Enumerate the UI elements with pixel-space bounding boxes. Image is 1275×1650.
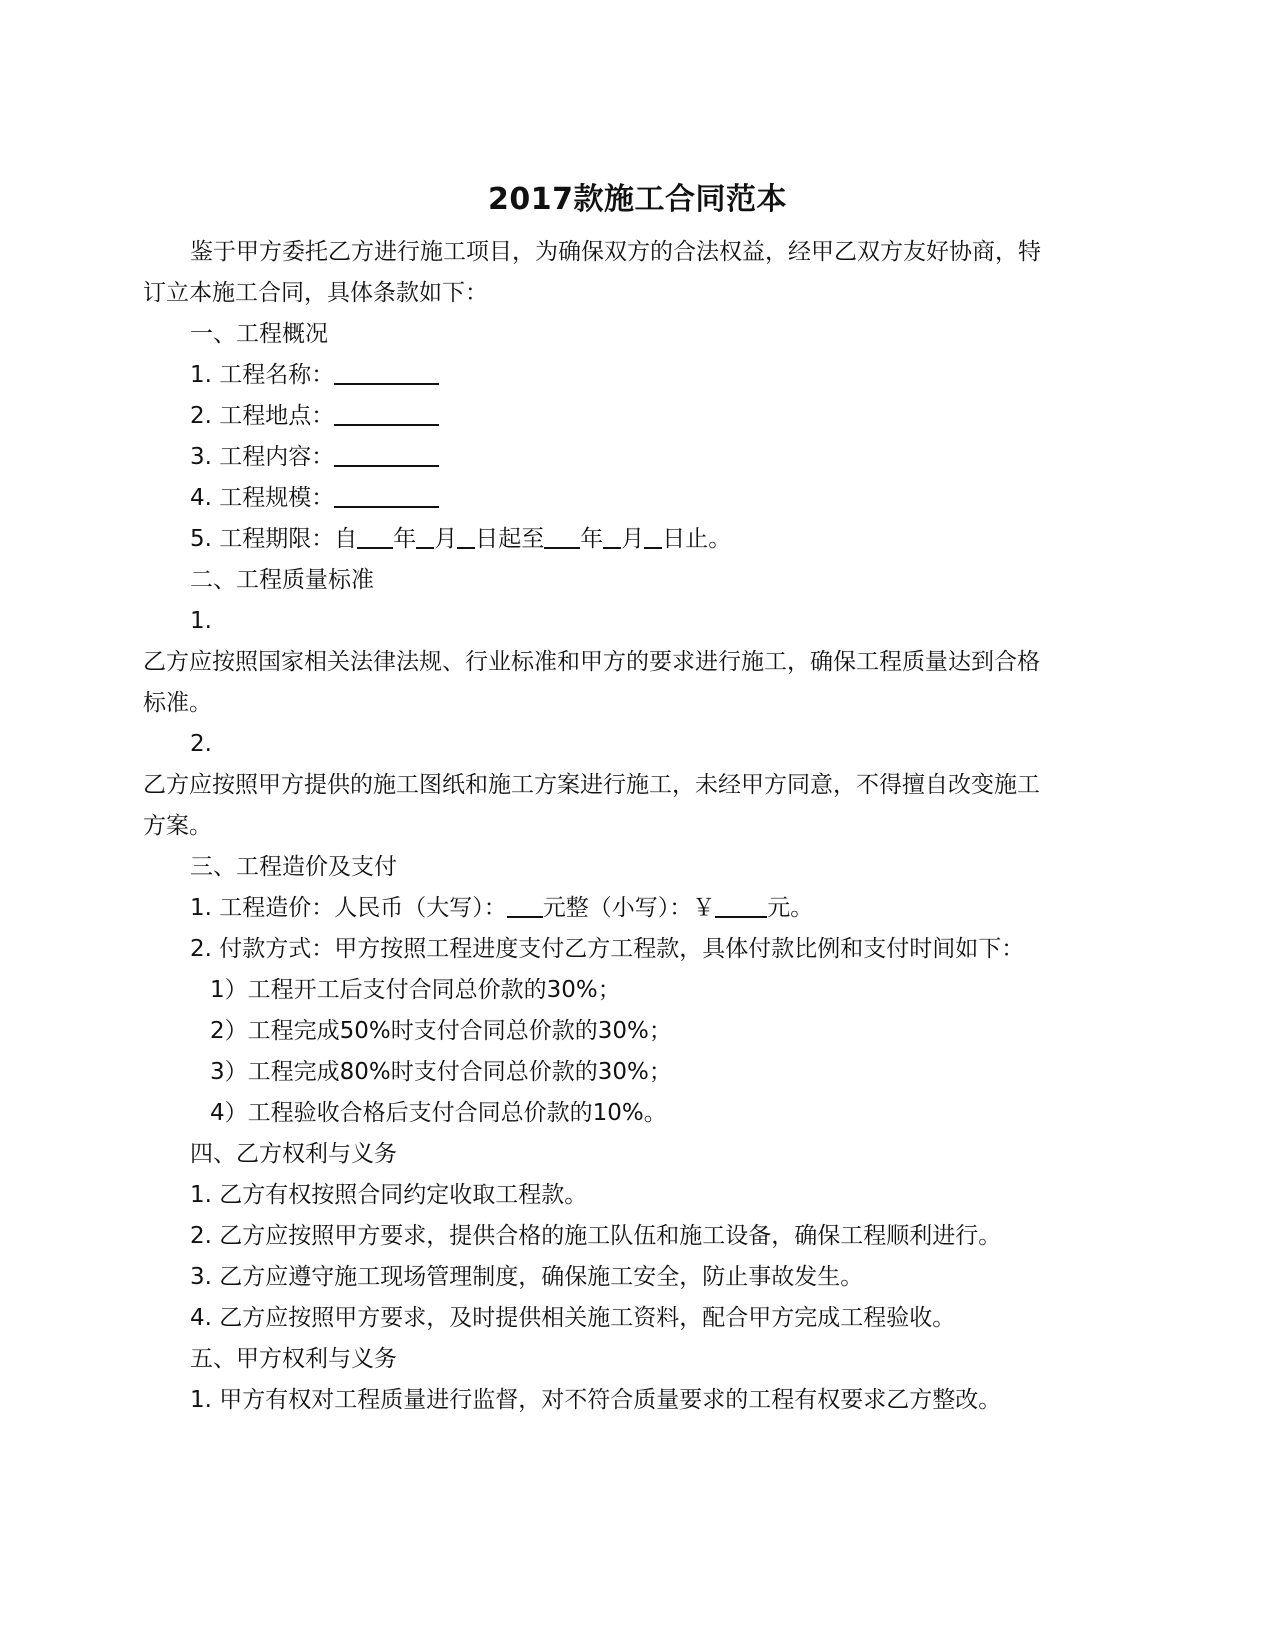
project-scale-field[interactable] bbox=[143, 478, 1083, 519]
field-label: 1. 工程造价：人民币（大写）： bbox=[190, 895, 507, 921]
year-label: 年 bbox=[580, 526, 604, 552]
party-b-clause: 4. 乙方应按照甲方要求，及时提供相关施工资料，配合甲方完成工程验收。 bbox=[190, 1305, 956, 1331]
project-location-field[interactable] bbox=[143, 396, 1083, 437]
quality-item-text: 方案。 bbox=[143, 813, 212, 839]
quality-item-text: 乙方应按照国家相关法律法规、行业标准和甲方的要求进行施工，确保工程质量达到合格 bbox=[143, 649, 1040, 675]
project-content-field[interactable] bbox=[143, 437, 1083, 478]
quality-item-text: 乙方应按照甲方提供的施工图纸和施工方案进行施工，未经甲方同意，不得擅自改变施工 bbox=[143, 772, 1040, 798]
blank-line bbox=[357, 525, 393, 549]
blank-line bbox=[544, 525, 580, 549]
field-label: 1. 工程名称： bbox=[190, 362, 335, 388]
blank-line bbox=[603, 525, 621, 549]
document-body bbox=[143, 232, 1083, 1421]
party-b-clause: 1. 乙方有权按照合同约定收取工程款。 bbox=[190, 1182, 588, 1208]
field-label: 元。 bbox=[767, 895, 814, 921]
field-label: 5. 工程期限：自 bbox=[190, 526, 358, 552]
quality-item-text: 标准。 bbox=[143, 690, 212, 716]
quality-item-number: 2. bbox=[190, 731, 212, 757]
section-1-heading: 一、工程概况 bbox=[190, 321, 328, 347]
document-title: 2017款施工合同范本 bbox=[488, 182, 787, 217]
year-label: 年 bbox=[393, 526, 417, 552]
section-2-heading: 二、工程质量标准 bbox=[190, 567, 374, 593]
month-label: 月 bbox=[434, 526, 458, 552]
field-label: 3. 工程内容： bbox=[190, 444, 335, 470]
blank-line bbox=[334, 361, 439, 385]
payment-method: 2. 付款方式：甲方按照工程进度支付乙方工程款，具体付款比例和支付时间如下： bbox=[190, 936, 1025, 962]
payment-schedule-item: 3）工程完成80%时支付合同总价款的30%； bbox=[210, 1059, 672, 1085]
party-b-clause: 3. 乙方应遵守施工现场管理制度，确保施工安全，防止事故发生。 bbox=[190, 1264, 864, 1290]
quality-item-number: 1. bbox=[190, 608, 212, 634]
blank-line bbox=[644, 525, 662, 549]
party-b-clause: 2. 乙方应按照甲方要求，提供合格的施工队伍和施工设备，确保工程顺利进行。 bbox=[190, 1223, 1002, 1249]
blank-line bbox=[457, 525, 475, 549]
section-5-heading: 五、甲方权利与义务 bbox=[190, 1346, 397, 1372]
payment-schedule-item: 2）工程完成50%时支付合同总价款的30%； bbox=[210, 1018, 672, 1044]
field-label: 元整（小写）：￥ bbox=[542, 895, 716, 921]
field-label: 4. 工程规模： bbox=[190, 485, 335, 511]
project-name-field[interactable] bbox=[143, 355, 1083, 396]
payment-schedule-item: 4）工程验收合格后支付合同总价款的10%。 bbox=[210, 1100, 667, 1126]
day-label: 日止。 bbox=[662, 526, 732, 552]
intro-line-1: 鉴于甲方委托乙方进行施工项目，为确保双方的合法权益，经甲乙双方友好协商，特 bbox=[190, 239, 1041, 265]
section-4-heading: 四、乙方权利与义务 bbox=[190, 1141, 397, 1167]
day-label: 日起至 bbox=[475, 526, 545, 552]
field-label: 2. 工程地点： bbox=[190, 403, 335, 429]
blank-line bbox=[334, 484, 439, 508]
project-period-field[interactable] bbox=[143, 519, 1083, 560]
blank-line bbox=[416, 525, 434, 549]
payment-schedule-item: 1）工程开工后支付合同总价款的30%； bbox=[210, 977, 621, 1003]
blank-line bbox=[334, 443, 439, 467]
blank-line bbox=[334, 402, 439, 426]
blank-line bbox=[507, 894, 543, 918]
intro-line-2: 订立本施工合同，具体条款如下： bbox=[143, 280, 488, 306]
contract-price-field[interactable] bbox=[143, 888, 1083, 929]
month-label: 月 bbox=[621, 526, 645, 552]
blank-line bbox=[715, 894, 767, 918]
party-a-clause: 1. 甲方有权对工程质量进行监督，对不符合质量要求的工程有权要求乙方整改。 bbox=[190, 1387, 1002, 1413]
section-3-heading: 三、工程造价及支付 bbox=[190, 854, 397, 880]
